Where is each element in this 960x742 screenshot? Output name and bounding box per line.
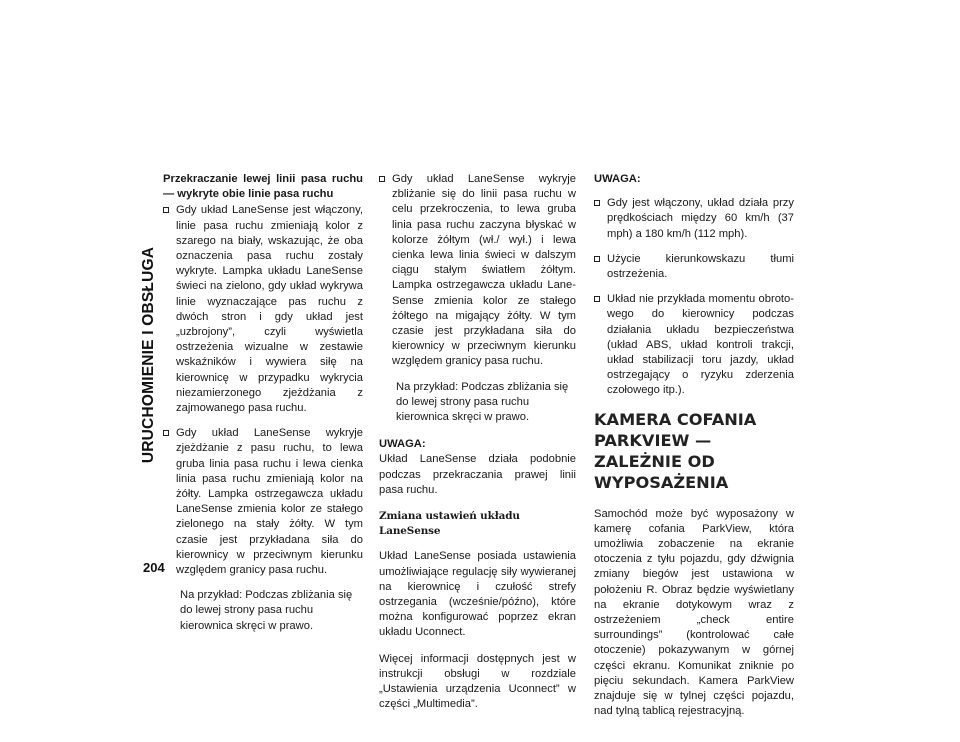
bullet-text: Gdy jest włączony, układ działa przy prędkościach między 60 km/h (37 mph) a 180 km/h (112 mph). [607, 197, 794, 240]
example-note: Na przykład: Podczas zbliżania się do lewej strony pasa ruchu kierownica skręci w prawo. [396, 380, 569, 424]
bullet-item [594, 292, 794, 398]
section-side-tab-label: URUCHOMIENIE I OBSŁUGA [140, 246, 157, 464]
paragraph: Układ LaneSense posiada ustawienia umożliwiające regulację siły wywieranej na kierownicę i czułość strefy ostrzegania (wcześnie/późno), które można konfigurować poprzez ekran układu Uconnect. [379, 550, 576, 639]
section-heading: KAMERA COFANIA PARKVIEW — ZALEŻNIE OD WYPOSAŻENIA [594, 409, 757, 492]
section-side-tab [138, 165, 160, 545]
page-number: 204 [143, 560, 165, 575]
checkbox-bullet-icon [163, 430, 169, 436]
bullet-text: Użycie kierunkowskazu tłumi ostrzeżenia. [607, 252, 794, 281]
note-label: UWAGA: [594, 173, 641, 185]
note-label: UWAGA: [379, 438, 426, 451]
column-3 [594, 172, 794, 730]
column-2 [379, 172, 576, 724]
subsection-heading: Przekraczanie lewej linii pasa ruchu — wykryte obie linie pasa ruchu [163, 173, 363, 201]
example-note: Na przykład: Podczas zbliżania się do lewej strony pasa ruchu kierownica skręci w prawo. [180, 589, 353, 632]
bullet-item [163, 203, 363, 416]
subsection-heading: Zmiana ustawień układu LaneSense [379, 510, 520, 538]
checkbox-bullet-icon [594, 200, 600, 206]
bullet-text: Gdy układ LaneSense jest włączony, linie pasa ruchu zmieniają kolor z szarego na biały, wskazując, że oba oznaczenia pasa ruchu zostały wykryte. Lampka układu LaneSense świeci na zielono, gdy układ wykrywa linie wyznaczające pas ruchu z dwóch stron i gdy układ jest „uzbrojony”, czyli wyświetla ostrzeżenia wizualne w zestawie wskaźników i wywiera siłę na kierownicę w przypadku wykrycia niezamierzonego zjeżdżania z zajmowanego pasa ruchu. [176, 204, 363, 415]
checkbox-bullet-icon [594, 256, 600, 262]
paragraph: Samochód może być wyposażony w kamerę cofania ParkView, która umożliwia zobaczenie na ekranie otoczenia z tyłu pojazdu, gdy dźwignia zmiany biegów jest ustawiona w położeniu R. Obraz będzie wyświetlany na ekranie dotykowym wraz z ostrzeżeniem „check entire surroundings” (kontrolować całe otoczenie) pokazywanym w górnej części ekranu. Komunikat zniknie po pięciu sekundach. Kamera ParkView znajduje się w tylnej części pojazdu, nad tylną tablicą rejestracyjną. [594, 507, 794, 718]
bullet-text: Gdy układ LaneSense wykryje zjeżdżanie z pasu ruchu, to lewa gruba linia pasa ruchu i lewa cienka linia pasa ruchu zmieniają kolor na żółty. Lampka ostrzegawcza układu LaneSense zmienia kolor ze stałego zielonego na stały żółty. W tym czasie jest przykładana siła do kierownicy w przeciwnym kierunku względem granicy pasa ruchu. [176, 427, 363, 577]
bullet-text: Układ nie przykłada momentu obrotowego do kierownicy podczas działania układu bezpieczeństwa (układ ABS, układ kontroli trakcji, układ stabilizacji toru jazdy, układ ostrzegający o ryzyku zderzenia czołowego itp.). [607, 293, 794, 397]
column-1 [163, 172, 363, 646]
bullet-item [594, 196, 794, 242]
bullet-item [379, 172, 576, 370]
checkbox-bullet-icon [379, 176, 385, 182]
bullet-item [163, 426, 363, 578]
paragraph: Więcej informacji dostępnych jest w instrukcji obsługi w rozdziale „Ustawienia urządzenia Uconnect” w części „Multimedia”. [379, 652, 576, 711]
bullet-text: Gdy układ LaneSense wykryje zbliżanie się do linii pasa ruchu w celu przekroczenia, to lewa gruba linia pasa ruchu zaczyna błyskać w kolorze żółtym (wł./ wył.) i lewa cienka lewa linia świeci w dalszym ciągu stałym światłem żółtym. Lampka ostrzegawcza układu LaneSense zmienia kolor ze stałego żółtego na migający żółty. W tym czasie jest przykładana siła do kierownicy w przeciwnym kierunku względem granicy pasa ruchu. [392, 173, 576, 368]
checkbox-bullet-icon [594, 296, 600, 302]
note-text: Układ LaneSense działa podobnie podczas przekraczania prawej linii pasa ruchu. [379, 453, 576, 496]
bullet-item [594, 252, 794, 282]
checkbox-bullet-icon [163, 207, 169, 213]
